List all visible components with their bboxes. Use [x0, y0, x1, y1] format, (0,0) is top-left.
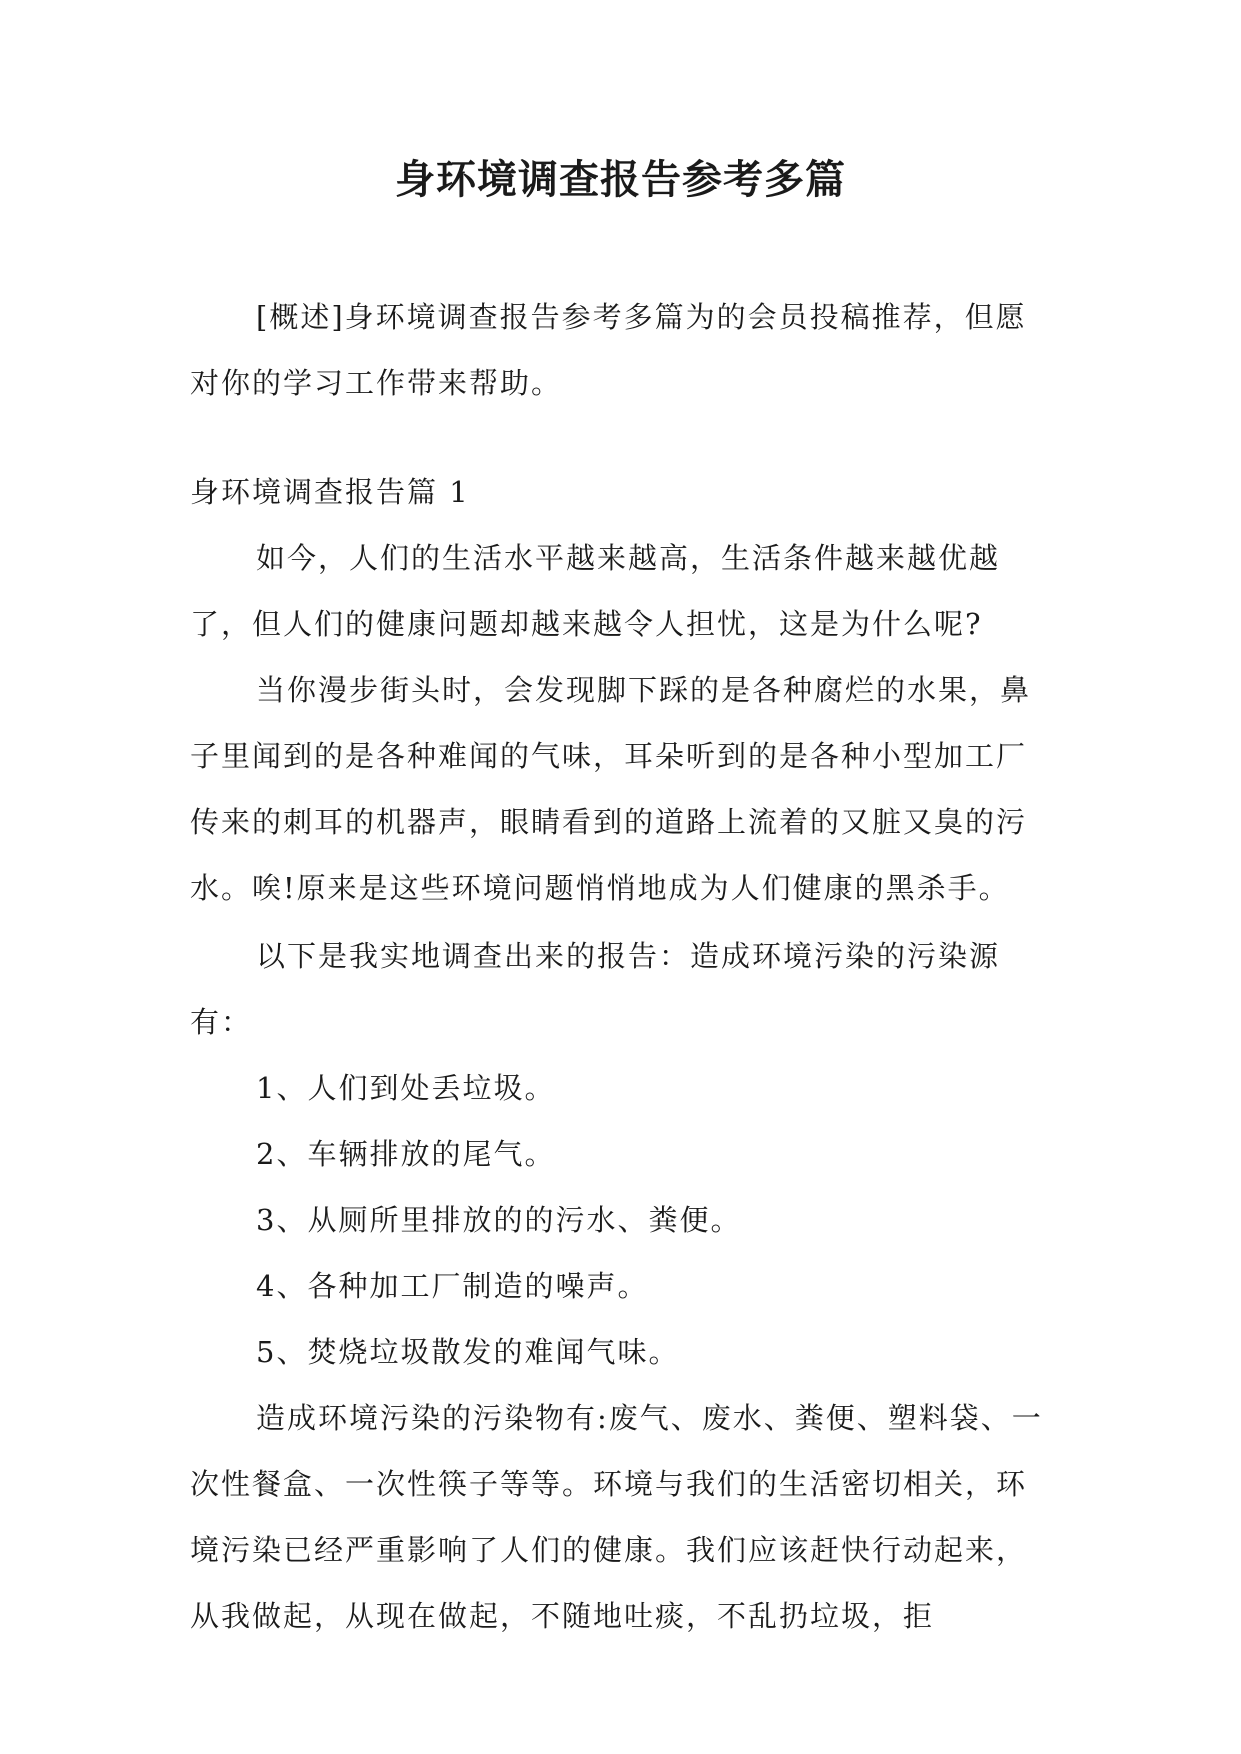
list-item: 5、焚烧垃圾散发的难闻气味。 — [256, 1335, 680, 1369]
body-paragraph: 当你漫步街头时，会发现脚下踩的是各种腐烂的水果，鼻子里闻到的是各种难闻的气味，耳朵听到的是各种小型加工厂传来的刺耳的机器声，眼睛看到的道路上流着的又脏又臭的污水。唉!原来是这些环境问题悄悄地成为人们健康的黑杀手。 — [190, 673, 1032, 905]
section-heading: 身环境调查报告篇 1 — [190, 475, 470, 509]
body-paragraph: 如今，人们的生活水平越来越高，生活条件越来越优越了，但人们的健康问题却越来越令人担忧，这是为什么呢? — [190, 541, 1001, 641]
list-item: 1、人们到处丢垃圾。 — [256, 1071, 556, 1105]
list-item: 3、从厕所里排放的的污水、粪便。 — [256, 1203, 742, 1237]
body-paragraph: 以下是我实地调查出来的报告：造成环境污染的污染源有： — [190, 939, 1001, 1039]
list-item: 2、车辆排放的尾气。 — [256, 1137, 556, 1171]
document-title: 身环境调查报告参考多篇 — [395, 157, 846, 203]
list-item: 4、各种加工厂制造的噪声。 — [256, 1269, 649, 1303]
closing-paragraph: 造成环境污染的污染物有:废气、废水、粪便、塑料袋、一次性餐盒、一次性筷子等等。环境与我们的生活密切相关，环境污染已经严重影响了人们的健康。我们应该赶快行动起来，从我做起，从现在做起，不随地吐痰，不乱扔垃圾，拒 — [190, 1401, 1043, 1633]
summary-paragraph: [概述]身环境调查报告参考多篇为的会员投稿推荐，但愿对你的学习工作带来帮助。 — [190, 300, 1027, 400]
